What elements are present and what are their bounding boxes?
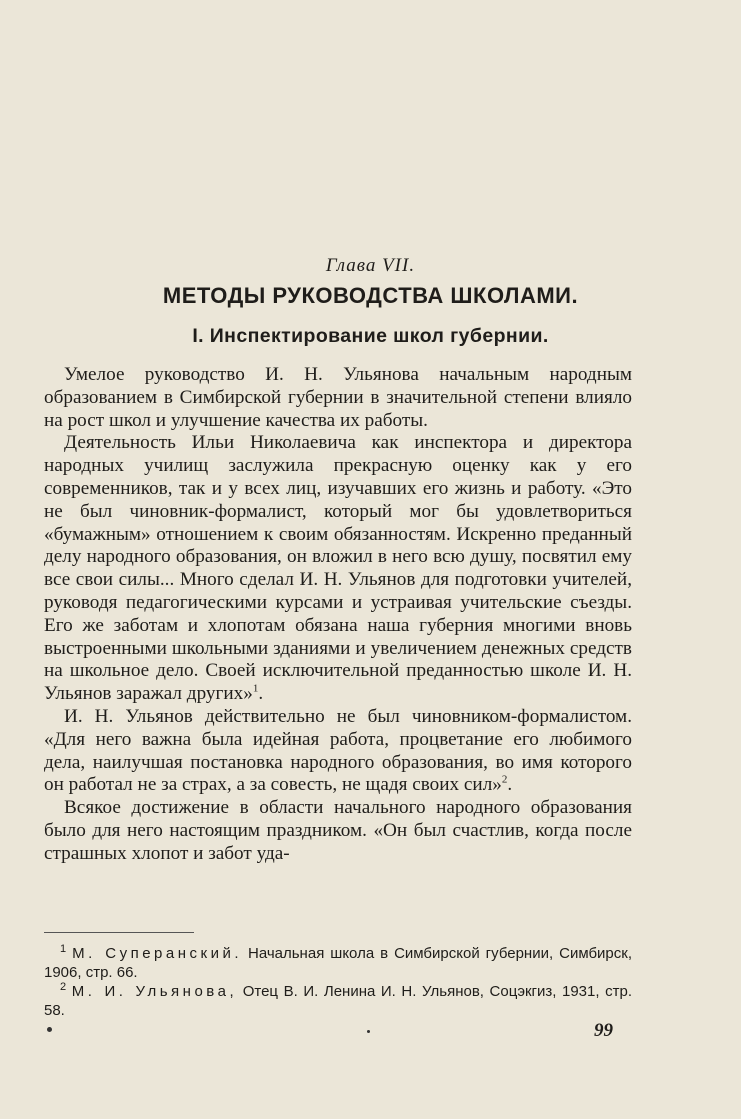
footnote-ref-2: 2: [501, 773, 508, 786]
chapter-label: Глава VII.: [325, 255, 416, 276]
print-mark-dot: [367, 1030, 370, 1033]
footnote-2: $^2$ М. И. Ульянова, Отец В. И. Ленина И. Н. Ульянов, Соцэкгиз, 1931, стр. 58.: [44, 981, 632, 1019]
paragraph-3: И. Н. Ульянов действительно не был чиновником-формалистом. «Для него важна была идейная работа, процветание его любимого дела, наилучшая постановка народного образования, во имя которого он работал не за страх, а за совесть, не щадя своих сил»$^2$.: [44, 705, 632, 796]
footnote-divider: [44, 932, 194, 933]
body-text: [44, 364, 632, 866]
paragraph-1: Умелое руководство И. Н. Ульянова начальным народным образованием в Симбирской губернии в значительной степени влияло на рост школ и улучшение качества их работы.: [44, 364, 632, 431]
chapter-title: МЕТОДЫ РУКОВОДСТВА ШКОЛАМИ.: [162, 283, 579, 308]
paragraph-2: Деятельность Ильи Николаевича как инспектора и директора народных училищ заслужила прекрасную оценку как у его современников, так и у всех лиц, изучавших его жизнь и работу. «Это не был чиновник-формалист, который мог бы удовлетвориться «бумажным» отношением к своим обязанностям. Искренно преданный делу народного образования, он вложил в него всю душу, посвятил ему все свои силы... Много сделал И. Н. Ульянов для подготовки учителей, руководя педагогическими курсами и устраивая учительские съезды. Его же заботам и хлопотам обязана наша губерния многими вновь выстроенными школьными зданиями и увеличением денежных средств на школьное дело. Своей исключительной преданностью школе И. Н. Ульянов заражал других»$^1$.: [44, 432, 632, 705]
footnote-ref-1: 1: [252, 682, 259, 695]
page-number: 99: [594, 1020, 613, 1041]
footnote-1: $^1$ М. Суперанский. Начальная школа в Симбирской губернии, Симбирск, 1906, стр. 66.: [44, 943, 633, 981]
section-title: I. Инспектирование школ губернии.: [192, 325, 549, 347]
print-mark-dot: [47, 1027, 52, 1032]
footnotes: [44, 944, 632, 1020]
paragraph-4: Всякое достижение в области начального народного образования было для него настоящим праздником. «Он был счастлив, когда после страшных хлопот и забот уда-: [44, 797, 632, 864]
